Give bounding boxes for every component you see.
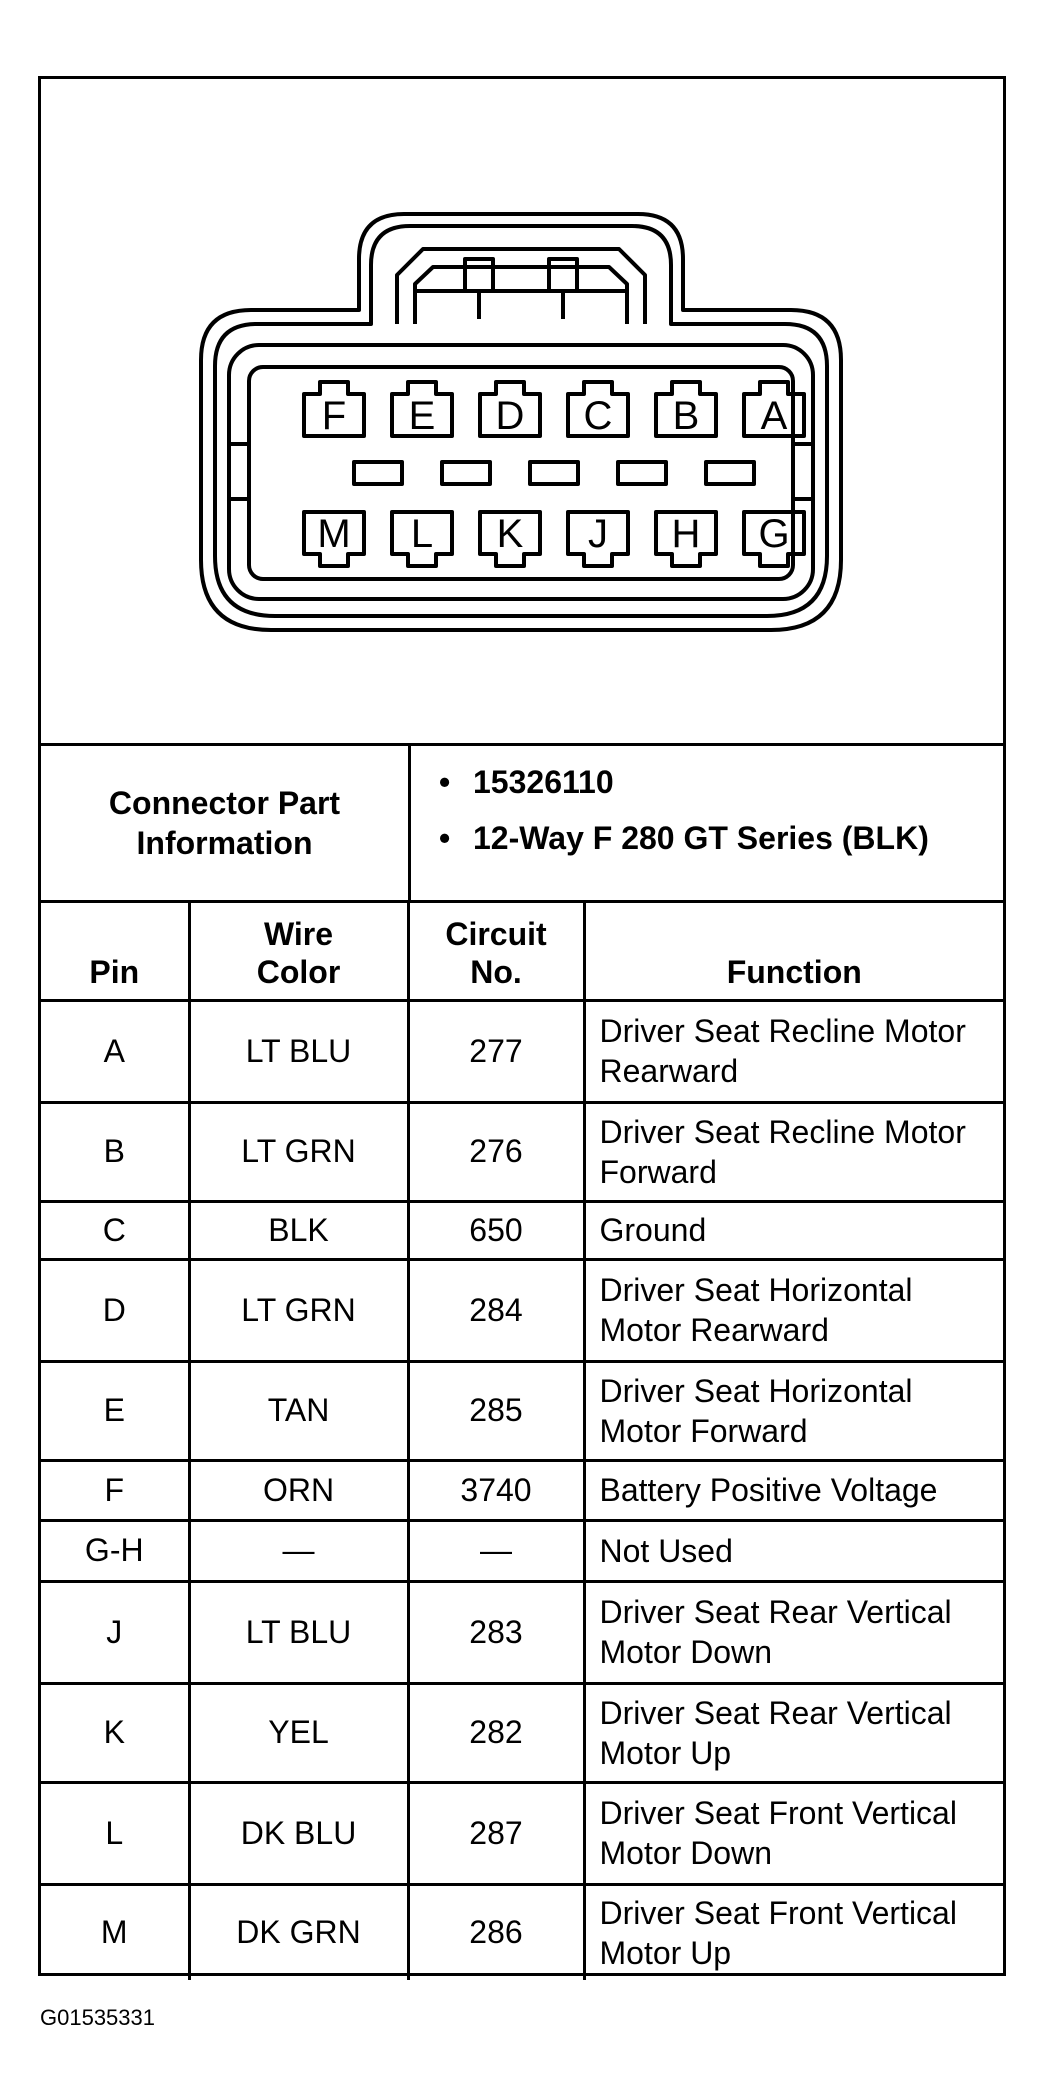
terminal-lock-slot [706,462,754,484]
circuit-cell: 277 [408,1000,584,1102]
pin-label-b: B [672,394,700,438]
pin-label-k: K [496,512,524,556]
table-row [41,1581,1003,1683]
table-row [41,1520,1003,1581]
table-row [41,1259,1003,1361]
function-cell [584,1683,1003,1782]
table-row [41,1000,1003,1102]
connector-part-info [41,746,1003,903]
terminal-lock-slot [618,462,666,484]
header-pin: Pin [41,900,189,1000]
pin-label-j: J [588,512,608,556]
pin-cell: M [41,1884,189,1980]
wire-color-cell: TAN [189,1361,408,1460]
table-row [41,1782,1003,1884]
connector-series-item [439,818,973,858]
pin-cell: F [41,1460,189,1520]
wire-color-cell: BLK [189,1201,408,1259]
part-number: 15326110 [473,764,614,800]
wire-color-cell: LT GRN [189,1102,408,1201]
pin-label-c: C [583,394,613,438]
pin-cell: E [41,1361,189,1460]
function-text: Ground [599,1212,707,1248]
pinout-table [41,900,1003,1980]
circuit-cell: 287 [408,1782,584,1884]
wire-color-cell: YEL [189,1683,408,1782]
pin-cell: A [41,1000,189,1102]
connector-part-info-values [411,746,1003,900]
figure-id: G01535331 [40,2005,155,2030]
pin-label-a: A [760,394,788,438]
function-text: Driver Seat Horizontal Motor Forward [599,1372,913,1449]
terminal-lock-slot [530,462,578,484]
function-cell [584,1201,1003,1259]
function-text: Driver Seat Rear Vertical Motor Down [599,1594,952,1670]
function-cell [584,1102,1003,1201]
wire-color-cell: LT BLU [189,1581,408,1683]
pin-label-m: M [317,512,351,556]
terminal-lock-slot [354,462,402,484]
function-cell [584,1000,1003,1102]
function-cell [584,1581,1003,1683]
connector-face-diagram [41,79,1003,746]
pin-cell: K [41,1683,189,1782]
function-text: Not Used [599,1532,733,1569]
connector-part-info-label: Connector Part Information [108,785,341,861]
function-text: Battery Positive Voltage [599,1472,938,1508]
pin-label-e: E [408,394,436,438]
wire-color-cell: DK BLU [189,1782,408,1884]
pinout-table-body [41,1000,1003,1980]
circuit-cell: 3740 [408,1460,584,1520]
circuit-cell: 650 [408,1201,584,1259]
wire-color-cell: LT BLU [189,1000,408,1102]
function-cell [584,1782,1003,1884]
function-text: Driver Seat Front Vertical Motor Up [599,1894,957,1971]
function-cell [584,1460,1003,1520]
function-text: Driver Seat Front Vertical Motor Down [599,1795,957,1871]
right-key [793,444,813,499]
table-row [41,1683,1003,1782]
function-cell [584,1259,1003,1361]
pin-label-l: L [410,512,434,556]
header-wire-color [189,900,408,1000]
latch-tab-right [549,259,577,291]
function-text: Driver Seat Recline Motor Forward [599,1113,966,1190]
circuit-cell: — [408,1520,584,1581]
table-header-row [41,900,1003,1000]
pin-label-d: D [495,394,525,438]
circuit-cell: 286 [408,1884,584,1980]
latch-inner [415,267,627,324]
wire-color-cell: DK GRN [189,1884,408,1980]
connector-figure-frame [38,76,1006,1976]
bullet: • [439,764,451,800]
latch-outer [397,249,645,324]
pin-cell: B [41,1102,189,1201]
pin-cell: D [41,1259,189,1361]
pin-label-h: H [671,512,701,556]
header-function: Function [584,900,1003,1000]
connector-series: 12-Way F 280 GT Series (BLK) [473,820,929,856]
pin-label-f: F [321,394,347,438]
circuit-cell: 282 [408,1683,584,1782]
part-number-item [439,762,973,802]
latch-cross [479,291,563,319]
function-text: Driver Seat Rear Vertical Motor Up [599,1694,952,1771]
pin-label-g: G [758,512,790,556]
wire-color-cell: ORN [189,1460,408,1520]
header-wire-color-text: Wire Color [256,915,341,990]
connector-part-info-label-cell [41,746,411,900]
connector-outline [41,79,1003,743]
bullet: • [439,820,451,856]
function-cell [584,1884,1003,1980]
table-row [41,1460,1003,1520]
circuit-cell: 283 [408,1581,584,1683]
function-text: Driver Seat Recline Motor Rearward [599,1013,966,1089]
table-row [41,1361,1003,1460]
function-text: Driver Seat Horizontal Motor Rearward [599,1272,913,1348]
circuit-cell: 285 [408,1361,584,1460]
pin-cell: L [41,1782,189,1884]
wire-color-cell: LT GRN [189,1259,408,1361]
table-row [41,1102,1003,1201]
function-cell [584,1361,1003,1460]
pin-cavities [304,382,804,566]
pin-cell: G-H [41,1520,189,1581]
wire-color-cell: — [189,1520,408,1581]
header-circuit [408,900,584,1000]
pin-cell: C [41,1201,189,1259]
pin-cell: J [41,1581,189,1683]
header-circuit-text: Circuit No. [445,915,547,990]
function-cell [584,1520,1003,1581]
left-key [229,444,249,499]
circuit-cell: 284 [408,1259,584,1361]
latch-tab-left [465,259,493,291]
terminal-lock-slot [442,462,490,484]
table-row [41,1201,1003,1259]
circuit-cell: 276 [408,1102,584,1201]
table-row [41,1884,1003,1980]
